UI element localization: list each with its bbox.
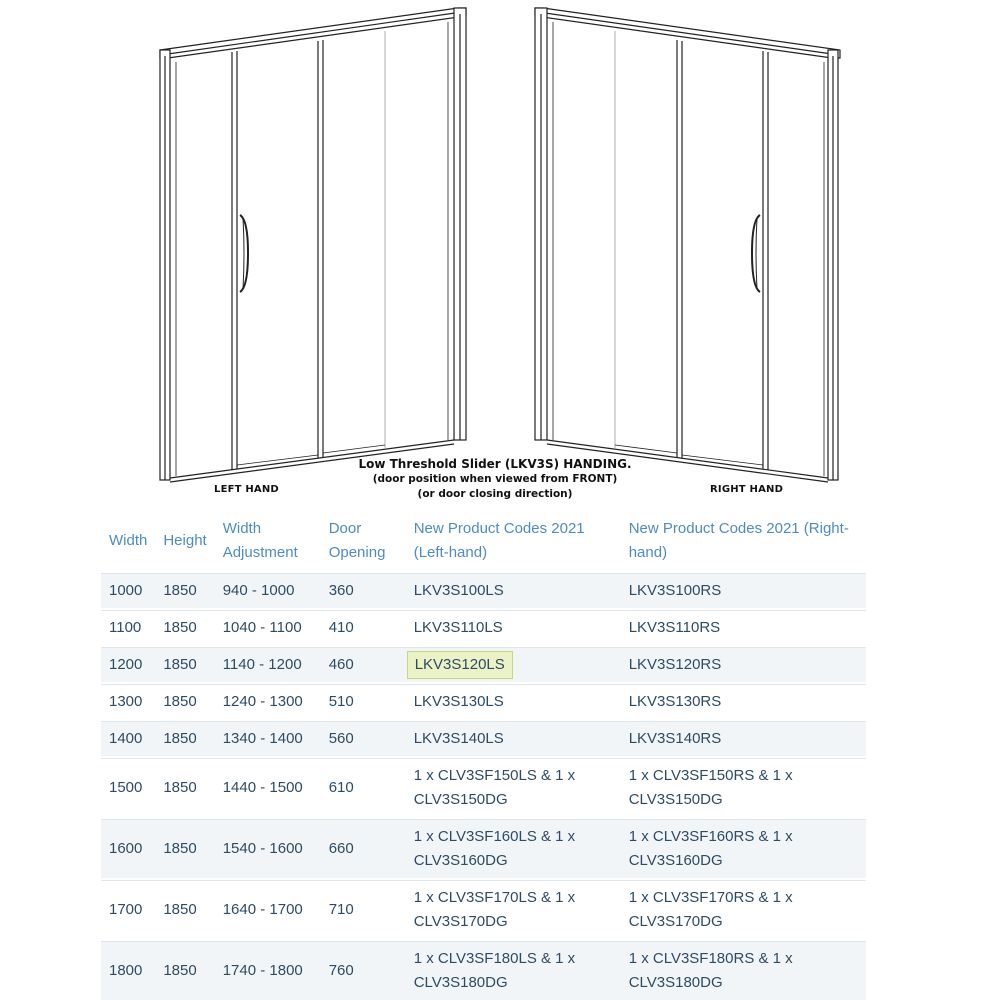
caption-title: Low Threshold Slider (LKV3S) HANDING. xyxy=(358,457,632,471)
cell-width-adjustment: 1440 - 1500 xyxy=(215,758,321,817)
highlighted-left-code: LKV3S120LS xyxy=(407,651,513,679)
cell-height: 1850 xyxy=(155,573,214,608)
cell-width: 1500 xyxy=(101,758,155,817)
cell-width-adjustment: 1040 - 1100 xyxy=(215,610,321,645)
cell-door-opening: 560 xyxy=(321,721,406,756)
cell-width-adjustment: 940 - 1000 xyxy=(215,573,321,608)
left-hand-label: LEFT HAND xyxy=(214,484,279,495)
table-row xyxy=(101,819,866,878)
header-door-opening: Door Opening xyxy=(328,520,386,561)
cell-width-adjustment: 1740 - 1800 xyxy=(215,941,321,1000)
cell-width-adjustment: 1540 - 1600 xyxy=(215,819,321,878)
cell-width-adjustment: 1140 - 1200 xyxy=(215,647,321,682)
header-height: Height xyxy=(163,532,207,549)
cell-height: 1850 xyxy=(155,941,214,1000)
cell-width: 1000 xyxy=(101,573,155,608)
cell-right-code: LKV3S120RS xyxy=(621,647,866,682)
cell-door-opening: 760 xyxy=(321,941,406,1000)
cell-height: 1850 xyxy=(155,819,214,878)
cell-door-opening: 360 xyxy=(321,573,406,608)
product-code-table xyxy=(101,509,866,1000)
right-hand-door-drawing xyxy=(535,8,840,482)
table-header-row xyxy=(101,511,866,571)
header-width: Width xyxy=(109,532,148,549)
cell-right-code: 1 x CLV3SF180RS & 1 x CLV3S180DG xyxy=(621,941,866,1000)
cell-width: 1300 xyxy=(101,684,155,719)
table-row xyxy=(101,684,866,719)
cell-right-code: 1 x CLV3SF170RS & 1 x CLV3S170DG xyxy=(621,880,866,939)
cell-width: 1400 xyxy=(101,721,155,756)
cell-width: 1700 xyxy=(101,880,155,939)
cell-height: 1850 xyxy=(155,758,214,817)
cell-width: 1800 xyxy=(101,941,155,1000)
cell-right-code: LKV3S130RS xyxy=(621,684,866,719)
header-width-adjustment: Width Adjustment xyxy=(222,520,298,561)
cell-left-code: LKV3S130LS xyxy=(406,684,621,719)
cell-height: 1850 xyxy=(155,721,214,756)
table-row xyxy=(101,647,866,682)
cell-width-adjustment: 1640 - 1700 xyxy=(215,880,321,939)
right-hand-label: RIGHT HAND xyxy=(710,484,784,495)
cell-left-code: LKV3S100LS xyxy=(406,573,621,608)
header-right-hand-codes: New Product Codes 2021 (Right-hand) xyxy=(628,520,849,561)
cell-left-code: 1 x CLV3SF150LS & 1 x CLV3S150DG xyxy=(406,758,621,817)
cell-door-opening: 610 xyxy=(321,758,406,817)
cell-width: 1200 xyxy=(101,647,155,682)
cell-right-code: 1 x CLV3SF160RS & 1 x CLV3S160DG xyxy=(621,819,866,878)
table-row xyxy=(101,610,866,645)
cell-right-code: 1 x CLV3SF150RS & 1 x CLV3S150DG xyxy=(621,758,866,817)
cell-door-opening: 710 xyxy=(321,880,406,939)
product-code-table-container xyxy=(101,509,876,1000)
cell-door-opening: 410 xyxy=(321,610,406,645)
caption-subtitle-direction: (or door closing direction) xyxy=(417,488,573,500)
cell-height: 1850 xyxy=(155,647,214,682)
diagram-caption xyxy=(300,456,690,502)
caption-subtitle-front: (door position when viewed from FRONT) xyxy=(372,473,618,485)
table-row xyxy=(101,758,866,817)
cell-left-code: LKV3S140LS xyxy=(406,721,621,756)
table-row xyxy=(101,941,866,1000)
table-row xyxy=(101,721,866,756)
cell-door-opening: 660 xyxy=(321,819,406,878)
cell-height: 1850 xyxy=(155,610,214,645)
cell-left-code: 1 x CLV3SF170LS & 1 x CLV3S170DG xyxy=(406,880,621,939)
cell-height: 1850 xyxy=(155,880,214,939)
cell-width: 1600 xyxy=(101,819,155,878)
cell-left-code: 1 x CLV3SF180LS & 1 x CLV3S180DG xyxy=(406,941,621,1000)
cell-width-adjustment: 1240 - 1300 xyxy=(215,684,321,719)
table-row xyxy=(101,573,866,608)
cell-door-opening: 510 xyxy=(321,684,406,719)
cell-right-code: LKV3S110RS xyxy=(621,610,866,645)
cell-height: 1850 xyxy=(155,684,214,719)
table-row xyxy=(101,880,866,939)
cell-left-code: 1 x CLV3SF160LS & 1 x CLV3S160DG xyxy=(406,819,621,878)
cell-door-opening: 460 xyxy=(321,647,406,682)
cell-left-code: LKV3S110LS xyxy=(406,610,621,645)
cell-width: 1100 xyxy=(101,610,155,645)
header-left-hand-codes: New Product Codes 2021 (Left-hand) xyxy=(413,520,585,561)
cell-width-adjustment: 1340 - 1400 xyxy=(215,721,321,756)
cell-left-code xyxy=(406,647,621,682)
cell-right-code: LKV3S140RS xyxy=(621,721,866,756)
left-hand-door-drawing xyxy=(160,8,466,482)
cell-right-code: LKV3S100RS xyxy=(621,573,866,608)
